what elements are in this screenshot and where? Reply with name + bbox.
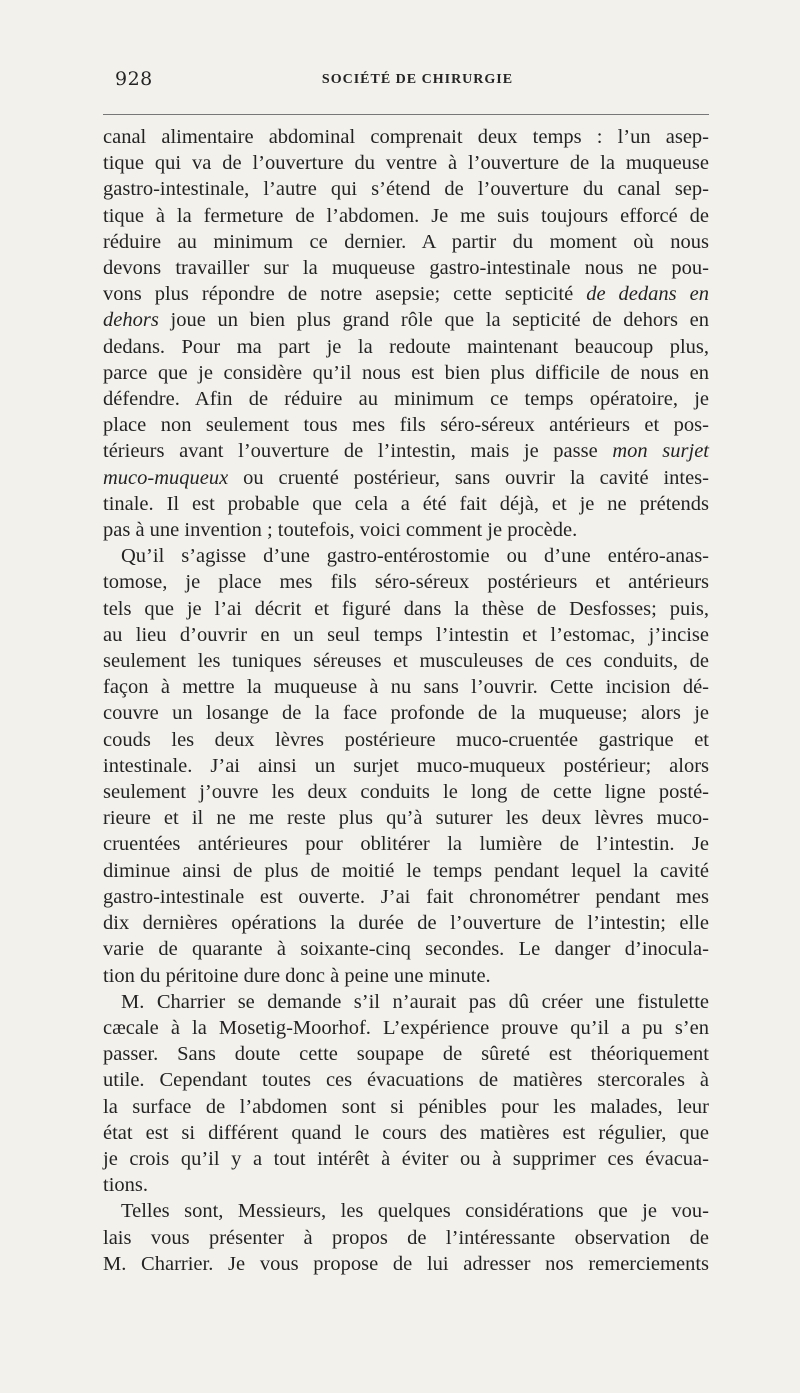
text-line: cruentées antérieures pour oblitérer la lumière de l’intestin. Je	[103, 833, 709, 856]
italic-phrase: dehors	[103, 309, 159, 332]
text-line: tomose, je place mes fils séro-séreux postérieurs et antérieurs	[103, 571, 709, 594]
paragraph	[103, 124, 709, 543]
text-line: M. Charrier se demande s’il n’aurait pas dû créer une fistulette	[121, 990, 709, 1013]
italic-phrase: de dedans en	[586, 283, 709, 306]
italic-phrase: muco-muqueux	[103, 466, 229, 489]
text-line	[103, 465, 709, 491]
text-line: dedans. Pour ma part je la redoute maintenant beaucoup plus,	[103, 335, 709, 358]
text-line: réduire au minimum ce dernier. A partir du moment où nous	[103, 230, 709, 253]
text-line: canal alimentaire abdominal comprenait deux temps : l’un asep-	[103, 126, 709, 148]
text-line: tique qui va de l’ouverture du ventre à l’ouverture de la muqueuse	[103, 152, 709, 175]
page-number: 928	[115, 68, 153, 90]
roman-text: joue un bien plus grand rôle que la septicité de dehors en	[158, 309, 709, 332]
text-line: passer. Sans doute cette soupape de sûreté est théoriquement	[103, 1043, 709, 1066]
body-text	[103, 124, 709, 1277]
text-line: cæcale à la Mosetig-Moorhof. L’expérience prouve qu’il a pu s’en	[103, 1016, 709, 1039]
text-line: rieure et il ne me reste plus qu’à suturer les deux lèvres muco-	[103, 807, 709, 830]
text-line: couvre un losange de la face profonde de la muqueuse; alors je	[103, 702, 709, 725]
text-line	[103, 438, 709, 464]
text-line: diminue ainsi de plus de moitié le temps pendant lequel la cavité	[103, 859, 709, 882]
roman-text: vons plus répondre de notre asepsie; cette septicité	[103, 283, 587, 306]
text-line: défendre. Afin de réduire au minimum ce temps opératoire, je	[103, 388, 709, 411]
text-line: varie de quarante à soixante-cinq secondes. Le danger d’inocula-	[103, 938, 709, 961]
text-line: couds les deux lèvres postérieure muco-cruentée gastrique et	[103, 728, 709, 751]
text-line: Telles sont, Messieurs, les quelques considérations que je vou-	[121, 1200, 709, 1223]
text-line: Qu’il s’agisse d’une gastro-entérostomie ou d’une entéro-anas-	[121, 545, 709, 568]
text-line: au lieu d’ouvrir en un seul temps l’intestin et l’estomac, j’incise	[103, 623, 709, 646]
text-line: dix dernières opérations la durée de l’ouverture de l’intestin; elle	[103, 912, 709, 935]
running-title: SOCIÉTÉ DE CHIRURGIE	[321, 72, 514, 87]
text-line: utile. Cependant toutes ces évacuations de matières stercorales à	[103, 1069, 709, 1092]
text-line: lais vous présenter à propos de l’intéressante observation de	[103, 1226, 709, 1249]
text-line: parce que je considère qu’il nous est bien plus difficile de nous en	[103, 361, 709, 384]
text-line: devons travailler sur la muqueuse gastro-intestinale nous ne pou-	[103, 257, 709, 280]
header-rule	[103, 114, 709, 115]
roman-text: ou cruenté postérieur, sans ouvrir la cavité intes-	[228, 466, 709, 489]
paragraph	[103, 1198, 709, 1277]
text-line: gastro-intestinale, l’autre qui s’étend de l’ouverture du canal sep-	[103, 178, 709, 201]
text-line	[103, 307, 709, 333]
text-line: pas à une invention ; toutefois, voici comment je procède.	[103, 519, 578, 542]
page-header	[115, 68, 720, 98]
text-line: tinale. Il est probable que cela a été fait déjà, et je ne prétends	[103, 492, 709, 515]
text-line: M. Charrier. Je vous propose de lui adresser nos remerciements	[103, 1252, 709, 1275]
paragraph	[103, 989, 709, 1199]
text-line: seulement j’ouvre les deux conduits le long de cette ligne posté-	[103, 781, 709, 804]
paragraph	[103, 543, 709, 988]
text-line: seulement les tuniques séreuses et musculeuses de ces conduits, de	[103, 650, 709, 673]
roman-text: térieurs avant l’ouverture de l’intestin, mais je passe	[103, 440, 613, 463]
text-line: tels que je l’ai décrit et figuré dans la thèse de Desfosses; puis,	[103, 597, 709, 620]
text-line: façon à mettre la muqueuse à nu sans l’ouvrir. Cette incision dé-	[103, 676, 709, 699]
text-line: tique à la fermeture de l’abdomen. Je me suis toujours efforcé de	[103, 204, 709, 227]
text-line: tion du péritoine dure donc à peine une minute.	[103, 964, 491, 987]
italic-phrase: mon surjet	[612, 440, 710, 463]
text-line: la surface de l’abdomen sont si pénibles pour les malades, leur	[103, 1095, 709, 1118]
text-line: état est si différent quand le cours des matières est régulier, que	[103, 1121, 709, 1144]
text-line: je crois qu’il y a tout intérêt à éviter ou à supprimer ces évacua-	[103, 1147, 709, 1170]
text-line: gastro-intestinale est ouverte. J’ai fait chronométrer pendant mes	[103, 885, 709, 908]
text-line	[103, 281, 709, 307]
text-line: intestinale. J’ai ainsi un surjet muco-muqueux postérieur; alors	[103, 754, 709, 777]
text-line: place non seulement tous mes fils séro-séreux antérieurs et pos-	[103, 414, 709, 437]
text-line: tions.	[103, 1174, 148, 1197]
